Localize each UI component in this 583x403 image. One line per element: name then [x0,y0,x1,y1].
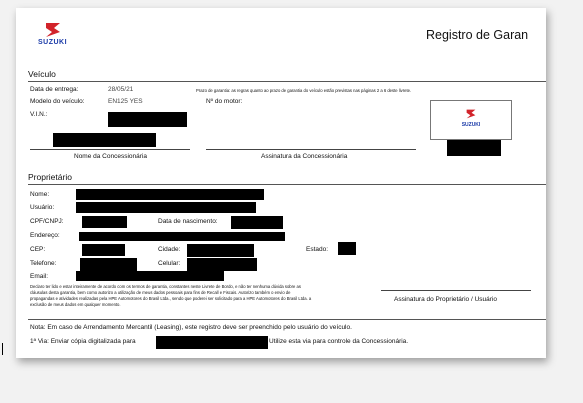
engine-number-label: Nº do motor: [206,98,243,105]
section-divider [28,81,546,82]
address-label: Endereço: [30,232,60,239]
email-address-redacted [156,336,268,349]
declaration-line: exclusão de meus dados em qualquer momento. [30,302,121,307]
email-label: Email: [30,273,49,280]
declaration-line: cláusulas desta garantia, bem como autorizo a utilização de meus dados pessoais para fins de Recall e Fiscais. Autorizo também o envio de [30,290,291,295]
city-redacted [187,244,254,257]
suzuki-s-icon [42,22,64,38]
dealer-name-caption: Nome da Concessionária [74,153,147,160]
declaration-text [30,284,386,308]
via-suffix-text: Utilize esta via para controle da Concessionária. [269,338,409,345]
dealer-signature-line [206,149,416,150]
leasing-note: Nota: Em caso de Arrendamento Mercantil (Leasing), este registro deve ser preenchido pelo usuário do veículo. [30,324,352,331]
section-divider [28,319,546,320]
name-redacted [76,189,264,200]
address-redacted [79,232,285,241]
vehicle-model-value: EN125 YES [108,98,143,105]
stamp-logo-text: SUZUKI [461,122,481,128]
cpf-redacted [82,216,127,228]
user-label: Usuário: [30,204,55,211]
delivery-date-label: Data de entrega: [30,86,79,93]
dealer-signature-caption: Assinatura da Concessionária [261,153,348,160]
warranty-registration-sheet [16,8,546,358]
section-divider [28,184,546,185]
email-redacted [76,271,224,281]
dealer-name-line [30,149,190,150]
stamp-logo-icon [464,109,478,119]
declaration-line: Declaro ter lido e estar inteiramente de acordo com os termos de garantia, constantes neste Livrete de Bordo, e não ter nenhuma dúvida sobre as [30,284,301,289]
via-prefix-text: 1ª Via: Enviar cópia digitalizada para [30,338,136,345]
vin-label: V.I.N.: [30,111,48,118]
owner-signature-line [381,290,531,291]
phone-redacted [80,258,137,271]
owner-section-title: Proprietário [28,172,72,182]
text-cursor [2,343,3,355]
user-redacted [76,202,256,213]
vehicle-model-label: Modelo do veículo: [30,98,85,105]
cpf-label: CPF/CNPJ: [30,218,64,225]
name-label: Nome: [30,191,50,198]
vin-redacted [108,112,187,127]
mobile-redacted [187,258,257,271]
logo-text: SUZUKI [38,39,68,46]
birth-date-label: Data de nascimento: [158,218,218,225]
city-label: Cidade: [158,246,181,253]
state-label: Estado: [306,246,329,253]
dealer-code-redacted [447,140,501,156]
delivery-date-value: 28/05/21 [108,86,134,93]
cep-label: CEP: [30,246,46,253]
mobile-label: Celular: [158,260,181,267]
warranty-term-note: Prazo de garantia: as regras quanto ao prazo de garantia do veículo estão previstas nas páginas 2 a 6 deste livrete. [196,88,412,93]
birth-date-redacted [231,216,283,229]
vehicle-section-title: Veículo [28,69,56,79]
document-title: Registro de Garan [426,28,529,42]
phone-label: Telefone: [30,260,57,267]
owner-signature-caption: Assinatura do Proprietário / Usuário [394,296,497,303]
dealer-stamp-box [430,100,512,140]
dealer-name-redacted [53,133,156,147]
suzuki-logo [38,22,68,46]
state-redacted [338,242,356,255]
declaration-line: propagandas e atividades realizadas pela HPE Automotores do Brasil Ltda., sendo que poderei ser solicitado para a HPE Automotores do Brasil Ltda. a [30,296,312,301]
cep-redacted [82,244,125,256]
